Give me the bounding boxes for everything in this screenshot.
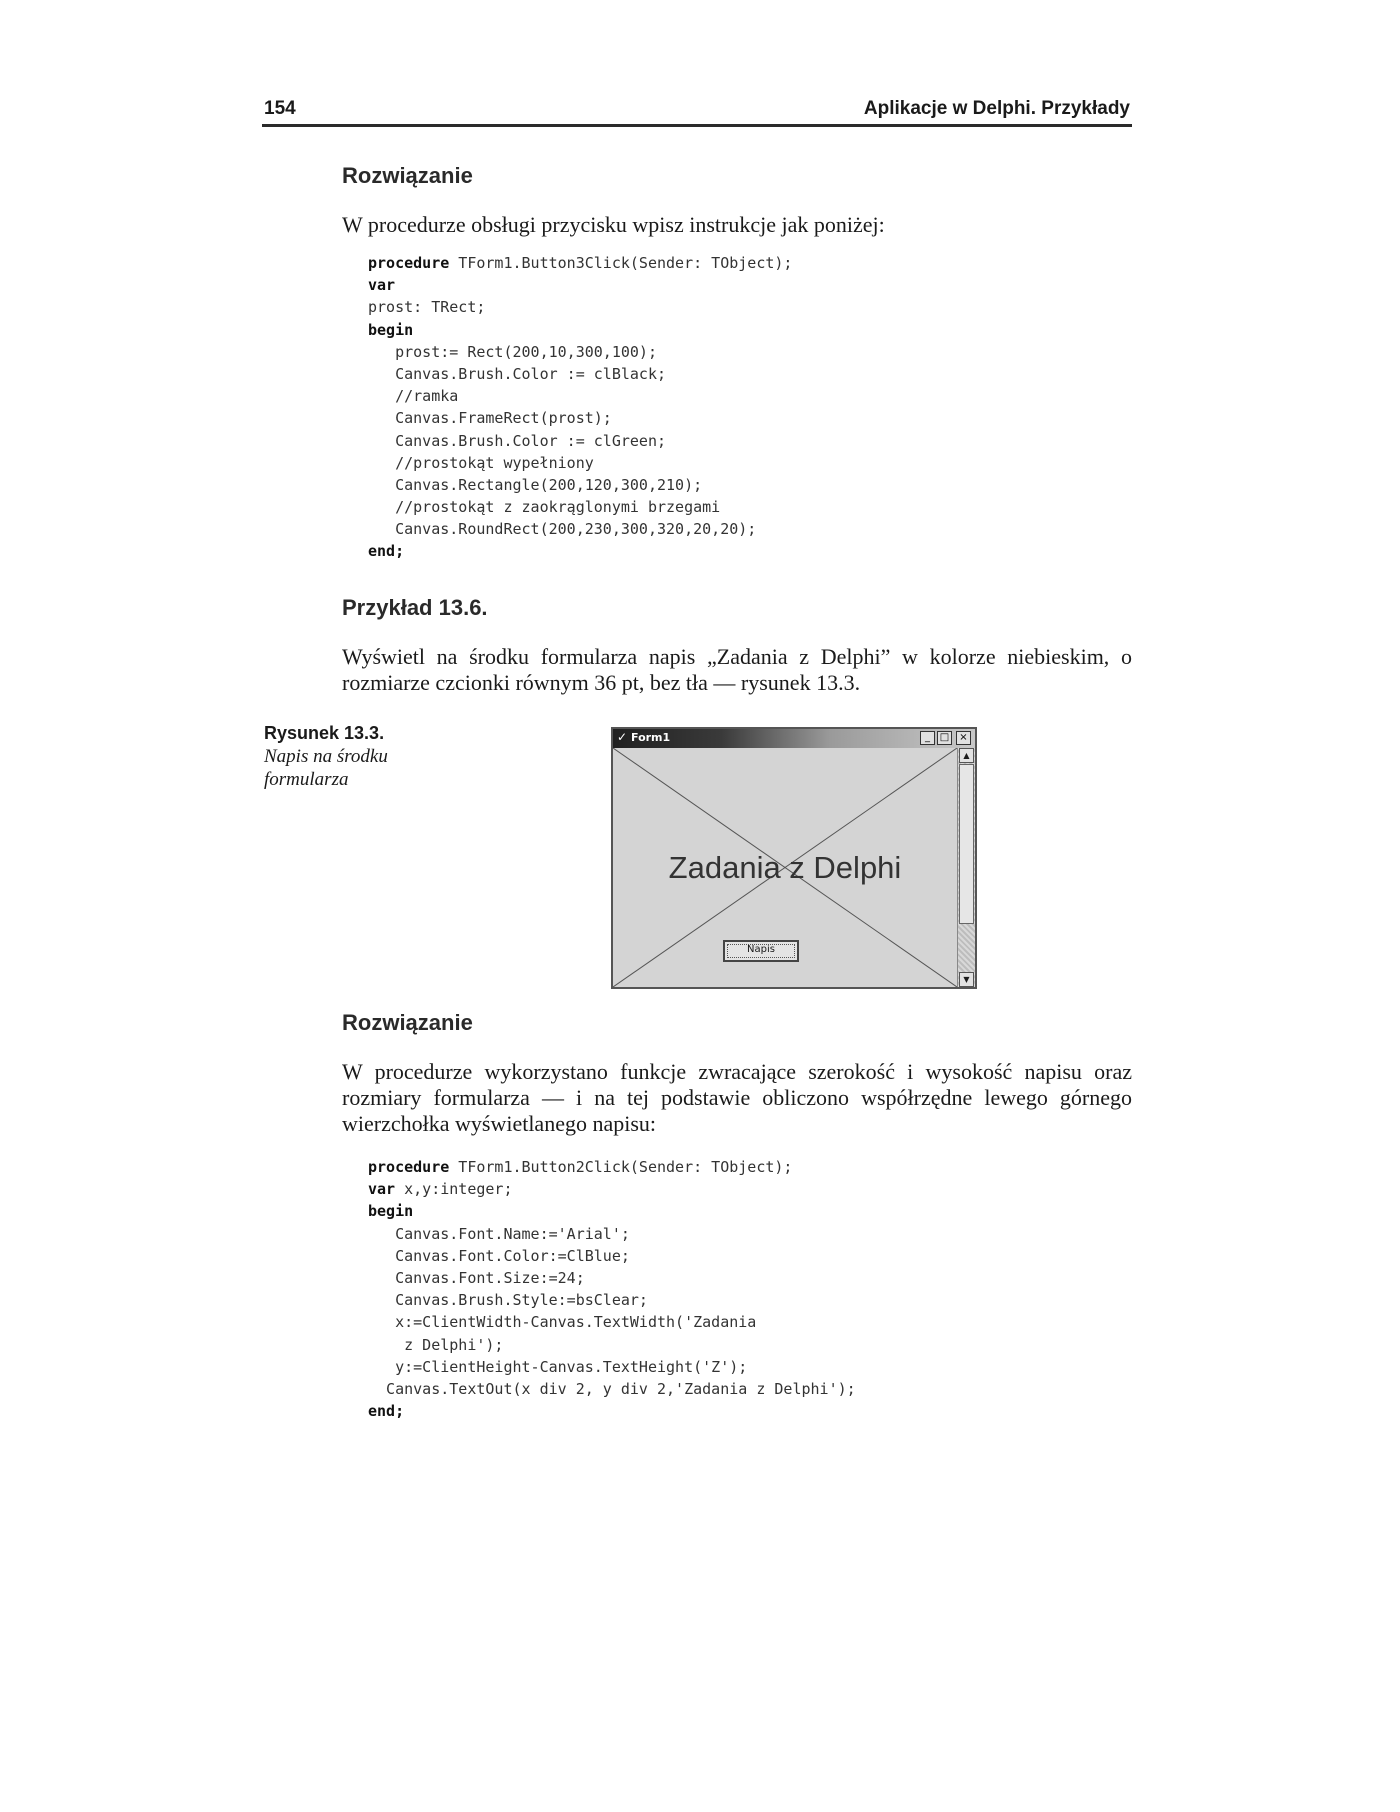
code-line: end; [368, 542, 405, 561]
form-client-area [613, 748, 957, 987]
code-line: Canvas.Brush.Style:=bsClear; [368, 1291, 648, 1310]
section-heading-1: Rozwiązanie [342, 163, 473, 188]
code-line: x:=ClientWidth-Canvas.TextWidth('Zadania [368, 1313, 757, 1332]
minimize-icon[interactable]: _ [920, 731, 935, 745]
code-line: Canvas.TextOut(x div 2, y div 2,'Zadania z Delphi'); [368, 1379, 856, 1398]
code-line: Canvas.Font.Name:='Arial'; [368, 1224, 630, 1243]
close-icon[interactable]: × [956, 731, 971, 745]
code-line: Canvas.Rectangle(200,120,300,210); [368, 475, 703, 494]
canvas-text: Zadania z Delphi [668, 850, 902, 885]
delphi-app-icon: ✓ [617, 730, 628, 744]
code-line: procedure TForm1.Button2Click(Sender: TObject); [368, 1158, 793, 1176]
code-line: prost:= Rect(200,10,300,100); [368, 342, 657, 361]
form-window [611, 727, 977, 989]
code-line: Canvas.RoundRect(200,230,300,320,20,20); [368, 520, 757, 539]
code-line: z Delphi'); [368, 1335, 504, 1354]
figure-caption [264, 722, 444, 791]
maximize-icon[interactable]: □ [937, 731, 952, 745]
code-line: end; [368, 1402, 405, 1421]
code-line: //prostokąt z zaokrąglonymi brzegami [368, 498, 721, 517]
code-line: y:=ClientHeight-Canvas.TextHeight('Z'); [368, 1357, 748, 1376]
section-heading-2: Rozwiązanie [342, 1010, 473, 1035]
scroll-down-icon[interactable]: ▼ [959, 972, 974, 987]
figure-caption-title: Rysunek 13.3. [264, 723, 385, 743]
code-line: Canvas.Brush.Color := clGreen; [368, 431, 667, 450]
code-line: Canvas.Font.Color:=ClBlue; [368, 1246, 630, 1265]
page-number: 154 [264, 98, 296, 119]
code-line: var [368, 276, 396, 295]
scroll-thumb[interactable] [959, 764, 974, 924]
code-listing-2 [368, 1156, 856, 1422]
running-title: Aplikacje w Delphi. Przykłady [863, 98, 1130, 119]
napis-button[interactable]: Napis [723, 940, 799, 962]
figure-caption-text: Napis na środku formularza [264, 746, 388, 790]
code-line: //prostokąt wypełniony [368, 453, 594, 472]
code-line: Canvas.Brush.Color := clBlack; [368, 364, 667, 383]
code-line: Canvas.Font.Size:=24; [368, 1268, 585, 1287]
section2-intro: W procedurze wykorzystano funkcje zwracające szerokość i wysokość napisu oraz rozmiary formularza — i na tej podstawie obliczono współrzędne lewego górnego wierzchołka wyświetlanego napisu: [342, 1059, 1132, 1136]
code-line: prost: TRect; [368, 298, 486, 317]
code-line: var x,y:integer; [368, 1180, 513, 1199]
example-text: Wyświetl na środku formularza napis „Zadania z Delphi” w kolorze niebieskim, o rozmiarze czcionki równym 36 pt, bez tła — rysunek 13.3. [342, 644, 1132, 695]
code-line: begin [368, 320, 414, 339]
code-line: procedure TForm1.Button3Click(Sender: TObject); [368, 254, 793, 272]
code-line: //ramka [368, 387, 459, 406]
page-header [262, 96, 1132, 127]
scroll-up-icon[interactable]: ▲ [959, 748, 974, 763]
section1-intro: W procedurze obsługi przycisku wpisz instrukcje jak poniżej: [342, 212, 885, 237]
vertical-scrollbar[interactable] [957, 748, 975, 987]
window-title: Form1 [631, 731, 671, 744]
window-titlebar[interactable] [613, 729, 975, 748]
example-heading: Przykład 13.6. [342, 595, 488, 620]
code-line: Canvas.FrameRect(prost); [368, 409, 612, 428]
code-line: begin [368, 1202, 414, 1221]
code-listing-1 [368, 252, 792, 563]
